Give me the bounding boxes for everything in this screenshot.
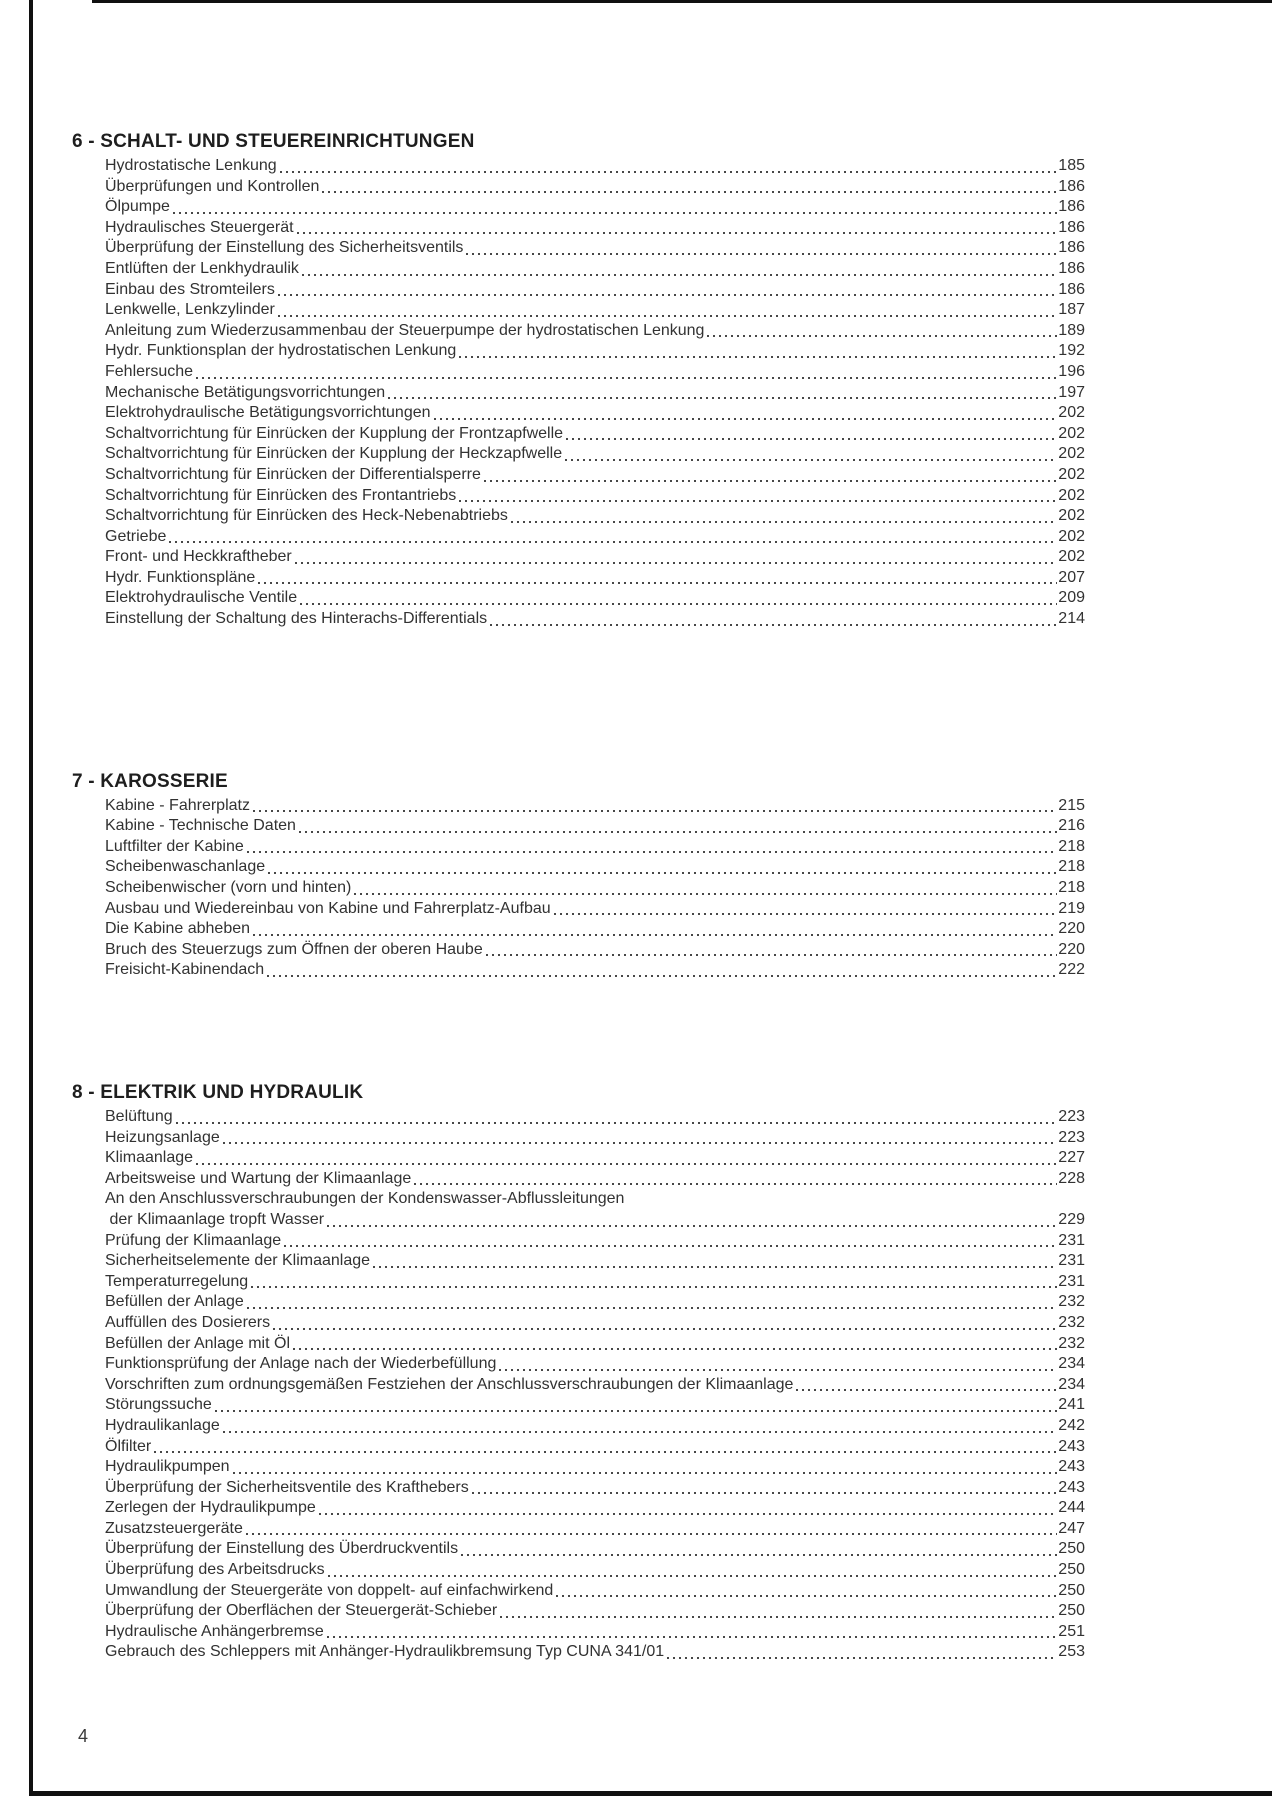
dot-leader [273,1328,1057,1330]
toc-entry-label: Belüftung [105,1108,173,1125]
toc-entry [105,527,1085,548]
toc-entry-page: 202 [1058,404,1085,422]
toc-entry-page: 202 [1058,424,1085,442]
toc-entry [105,1478,1085,1499]
dot-leader [327,1636,1058,1638]
toc-entry-label: Freisicht-Kabinendach [105,961,265,979]
dot-leader [293,1348,1057,1350]
toc-entry [105,1642,1085,1663]
dot-leader [461,1554,1057,1556]
toc-entry [105,1107,1085,1128]
toc-entry-label: Lenkwelle, Lenkzylinder [105,301,275,319]
toc-entry-page: 186 [1058,259,1085,277]
toc-entry [105,383,1085,404]
dot-leader [176,1122,1058,1124]
toc-entry-label: Hydraulikanlage [105,1416,220,1434]
section-heading: 7 - KAROSSERIE [72,770,228,792]
dot-leader [246,1533,1057,1535]
toc-entry-label: Fehlersuche [105,362,194,380]
dot-leader [251,1286,1057,1288]
toc-entry-page: 209 [1058,589,1085,607]
toc-entry-page: 232 [1058,1313,1085,1331]
dot-leader [253,934,1057,936]
toc-entry-label: Mechanische Betätigungsvorrichtungen [105,383,386,401]
toc-entry [105,857,1085,878]
dot-leader [295,562,1058,564]
dot-leader [484,480,1057,482]
toc-entry-label: Zusatzsteuergeräte [105,1519,243,1537]
toc-entry-page: 227 [1058,1149,1085,1167]
toc-entry-label: Schaltvorrichtung für Einrücken des Heck-Nebenabtriebs [105,507,508,525]
toc-entry-page: 202 [1058,548,1085,566]
toc-entry-label: Anleitung zum Wiederzusammenbau der Steuerpumpe der hydrostatischen Lenkung [105,321,705,339]
toc-section [72,770,1085,981]
dot-leader [215,1410,1058,1412]
toc-entry-label: Kabine - Technische Daten [105,817,296,835]
toc-entry-page: 186 [1058,218,1085,236]
toc-entry [105,1169,1085,1190]
toc-entries [72,1107,1085,1663]
dot-leader [173,212,1057,214]
dot-leader [373,1266,1057,1268]
toc-entry-label: Elektrohydraulische Ventile [105,589,298,607]
toc-entry-page: 243 [1058,1437,1085,1455]
dot-leader [278,315,1057,317]
dot-leader [196,377,1057,379]
toc-entry-label: Elektrohydraulische Betätigungsvorrichtungen [105,404,431,422]
toc-entry-label: Ausbau und Wiedereinbau von Kabine und Fahrerplatz-Aufbau [105,899,551,917]
toc-entry-wrap-line [105,1189,1085,1210]
toc-entry-label: Überprüfung der Einstellung des Sicherheitsventils [105,239,464,257]
toc-entry [105,506,1085,527]
dot-leader [169,541,1057,543]
toc-entry-page: 250 [1058,1540,1085,1558]
toc-entry [105,444,1085,465]
toc-entry-label: Überprüfung des Arbeitsdrucks [105,1561,325,1579]
toc-entry-label: Bruch des Steuerzugs zum Öffnen der oberen Haube [105,940,483,958]
dot-leader [297,232,1058,234]
toc-entry [105,403,1085,424]
toc-entry [105,1354,1085,1375]
toc-entry-label: der Klimaanlage tropft Wasser [105,1210,325,1228]
dot-leader [280,171,1058,173]
toc-entry-page: 247 [1058,1519,1085,1537]
toc-entry [105,609,1085,630]
toc-entry-page: 232 [1058,1334,1085,1352]
toc-entry-page: 196 [1058,362,1085,380]
toc-entry-page: 218 [1058,858,1085,876]
toc-entry-label: Entlüften der Lenkhydraulik [105,259,299,277]
dot-leader [500,1616,1057,1618]
toc-entry [105,1498,1085,1519]
dot-leader [247,851,1058,853]
toc-entry-page: 187 [1058,301,1085,319]
toc-entry-page: 214 [1058,610,1085,628]
dot-leader [302,274,1057,276]
toc-entry-label: Störungssuche [105,1396,212,1414]
toc-entry-page: 197 [1058,383,1085,401]
toc-entry [105,300,1085,321]
toc-entry [105,486,1085,507]
toc-entry-label: Heizungsanlage [105,1128,220,1146]
dot-leader [466,253,1057,255]
toc-entry [105,1292,1085,1313]
toc-entry [105,1148,1085,1169]
toc-entry-label: Vorschriften zum ordnungsgemäßen Festziehen der Anschlussverschraubungen der Klimaanlage [105,1375,794,1393]
dot-leader [566,438,1057,440]
dot-leader [434,418,1058,420]
toc-entry [105,280,1085,301]
toc-entry-page: 186 [1058,177,1085,195]
toc-entry-label: Befüllen der Anlage [105,1293,244,1311]
toc-entry [105,1251,1085,1272]
toc-entry-label: Hydraulisches Steuergerät [105,218,294,236]
toc-entry-label: Scheibenwischer (vorn und hinten) [105,879,352,897]
toc-entry-label: Schaltvorrichtung für Einrücken der Kupplung der Heckzapfwelle [105,445,563,463]
toc-entry [105,568,1085,589]
toc-entry-page: 192 [1058,342,1085,360]
toc-entry-label: Umwandlung der Steuergeräte von doppelt- auf einfachwirkend [105,1581,554,1599]
toc-entry-page: 232 [1058,1293,1085,1311]
toc-entry-page: 250 [1058,1602,1085,1620]
dot-leader [490,624,1057,626]
dot-leader [154,1451,1057,1453]
toc-entry-label: Überprüfung der Sicherheitsventile des Krafthebers [105,1478,469,1496]
dot-leader [327,1225,1057,1227]
toc-entry-label: Prüfung der Klimaanlage [105,1231,282,1249]
toc-entry-label: An den Anschlussverschraubungen der Kondenswasser-Abflussleitungen [105,1190,625,1208]
toc-entry-page: 251 [1058,1622,1085,1640]
section-heading: 6 - SCHALT- UND STEUEREINRICHTUNGEN [72,131,475,152]
toc-entry [105,1416,1085,1437]
dot-leader [322,191,1057,193]
toc-entry-page: 231 [1058,1252,1085,1270]
toc-entry-page: 207 [1058,568,1085,586]
dot-leader [414,1183,1057,1185]
toc-entry [105,424,1085,445]
dot-leader [511,521,1057,523]
toc-entry-label: Schaltvorrichtung für Einrücken der Differentialsperre [105,465,481,483]
toc-entry-page: 234 [1058,1375,1085,1393]
toc-entry-page: 243 [1058,1478,1085,1496]
toc-entries [72,156,1085,630]
dot-leader [328,1575,1058,1577]
dot-leader [223,1142,1058,1144]
toc-entry [105,259,1085,280]
toc-entry-page: 229 [1058,1210,1085,1228]
dot-leader [268,872,1057,874]
toc-entry-label: Kabine - Fahrerplatz [105,796,250,814]
toc-entry [105,1581,1085,1602]
dot-leader [299,831,1057,833]
toc-entry-page: 189 [1058,321,1085,339]
toc-entry-label: Klimaanlage [105,1149,194,1167]
toc-entry-page: 243 [1058,1458,1085,1476]
toc-entry [105,1313,1085,1334]
toc-entry [105,919,1085,940]
toc-entry-label: Überprüfung der Oberflächen der Steuergerät-Schieber [105,1602,498,1620]
toc-entry [105,1622,1085,1643]
toc-entry-page: 220 [1058,940,1085,958]
toc-entry-label: Temperaturregelung [105,1272,249,1290]
toc-entry-label: Gebrauch des Schleppers mit Anhänger-Hydraulikbremsung Typ CUNA 341/01 [105,1643,665,1661]
dot-leader [354,893,1057,895]
toc-entry [105,218,1085,239]
toc-entry [105,1519,1085,1540]
toc-entry-label: Schaltvorrichtung für Einrücken des Frontantriebs [105,486,457,504]
toc-entry-label: Ölpumpe [105,198,170,216]
toc-entry-page: 241 [1058,1396,1085,1414]
toc-entry [105,588,1085,609]
toc-entry-label: Einstellung der Schaltung des Hinterachs-Differentials [105,610,488,628]
dot-leader [258,582,1057,584]
toc-entry [105,1437,1085,1458]
toc-entry-label: Überprüfung der Einstellung des Überdruckventils [105,1540,459,1558]
dot-leader [667,1657,1057,1659]
toc-entry-page: 202 [1058,445,1085,463]
toc-entry [105,238,1085,259]
dot-leader [233,1472,1058,1474]
dot-leader [459,500,1057,502]
toc-entry-label: Schaltvorrichtung für Einrücken der Kupplung der Frontzapfwelle [105,424,564,442]
toc-entry [105,796,1085,817]
section-heading: 8 - ELEKTRIK UND HYDRAULIK [72,1082,364,1103]
toc-entry [105,899,1085,920]
dot-leader [459,356,1057,358]
toc-entry-label: Luftfilter der Kabine [105,837,244,855]
toc-entry-page: 202 [1058,486,1085,504]
toc-entry [105,960,1085,981]
toc-entry [105,197,1085,218]
toc-entry-label: Hydr. Funktionsplan der hydrostatischen Lenkung [105,342,457,360]
toc-entry [105,177,1085,198]
toc-entry-page: 228 [1058,1169,1085,1187]
toc-entry [105,1231,1085,1252]
dot-leader [499,1369,1057,1371]
dot-leader [253,810,1057,812]
toc-entry [105,1210,1085,1231]
dot-leader [300,603,1057,605]
toc-entry-page: 186 [1058,280,1085,298]
toc-entry [105,341,1085,362]
toc-entry [105,1272,1085,1293]
toc-entry-label: Front- und Heckkraftheber [105,548,292,566]
dot-leader [196,1163,1057,1165]
toc-entry [105,1334,1085,1355]
toc-entry-page: 244 [1058,1499,1085,1517]
toc-entry-page: 231 [1058,1272,1085,1290]
toc-entry [105,362,1085,383]
toc-entry-page: 253 [1058,1643,1085,1661]
dot-leader [565,459,1057,461]
toc-entry [105,321,1085,342]
toc-entry-label: Hydraulikpumpen [105,1458,230,1476]
dot-leader [278,294,1057,296]
toc-entry-page: 231 [1058,1231,1085,1249]
toc-entry-label: Scheibenwaschanlage [105,858,266,876]
toc-entry-page: 234 [1058,1355,1085,1373]
toc-entry-page: 186 [1058,239,1085,257]
toc-entry-page: 250 [1058,1581,1085,1599]
toc-entry-page: 218 [1058,837,1085,855]
toc-entry [105,940,1085,961]
toc-section [72,1081,1085,1663]
dot-leader [554,913,1058,915]
toc-entry-label: Sicherheitselemente der Klimaanlage [105,1252,371,1270]
toc-entry-page: 223 [1058,1108,1085,1125]
toc-entry-label: Hydr. Funktionspläne [105,568,256,586]
dot-leader [247,1307,1058,1309]
toc-entry-page: 202 [1058,507,1085,525]
toc-entry-label: Arbeitsweise und Wartung der Klimaanlage [105,1169,412,1187]
toc-entry [105,837,1085,858]
toc-entry-page: 250 [1058,1561,1085,1579]
dot-leader [388,397,1057,399]
toc-entry-page: 218 [1058,879,1085,897]
dot-leader [267,975,1057,977]
toc-entry [105,1560,1085,1581]
toc-entry-page: 202 [1058,465,1085,483]
toc-entry [105,1128,1085,1149]
toc-entry-page: 215 [1058,796,1085,814]
toc-entry-label: Zerlegen der Hydraulikpumpe [105,1499,316,1517]
toc-entry [105,1601,1085,1622]
dot-leader [223,1431,1058,1433]
toc-entry [105,1375,1085,1396]
scan-edge-bottom [29,1791,1272,1796]
toc-entry-label: Einbau des Stromteilers [105,280,275,298]
toc-entry-label: Die Kabine abheben [105,920,251,938]
toc-entry [105,547,1085,568]
toc-entry-page: 222 [1058,961,1085,979]
toc-entry-label: Ölfilter [105,1437,152,1455]
toc-entry [105,156,1085,177]
toc-entry [105,1457,1085,1478]
toc-entry-label: Überprüfungen und Kontrollen [105,177,320,195]
dot-leader [556,1595,1057,1597]
toc-entry-page: 219 [1058,899,1085,917]
toc-entry-page: 202 [1058,527,1085,545]
toc-entry-label: Funktionsprüfung der Anlage nach der Wiederbefüllung [105,1355,497,1373]
dot-leader [472,1492,1058,1494]
toc-entry-label: Befüllen der Anlage mit Öl [105,1334,290,1352]
toc-entry [105,1395,1085,1416]
dot-leader [284,1245,1057,1247]
toc-entry [105,465,1085,486]
toc-entry-label: Hydraulische Anhängerbremse [105,1622,324,1640]
toc-entry-label: Auffüllen des Dosierers [105,1313,271,1331]
toc-entry [105,816,1085,837]
toc-entry-label: Hydrostatische Lenkung [105,157,277,174]
toc-entry [105,1539,1085,1560]
dot-leader [796,1389,1057,1391]
dot-leader [707,335,1057,337]
toc-entry-page: 223 [1058,1128,1085,1146]
toc-section [72,130,1085,630]
toc-entry-label: Getriebe [105,527,167,545]
dot-leader [319,1513,1058,1515]
toc-entry-page: 220 [1058,920,1085,938]
page-number: 4 [78,1726,89,1746]
toc-entry [105,878,1085,899]
dot-leader [486,954,1058,956]
toc-entry-page: 242 [1058,1416,1085,1434]
toc-entry-page: 185 [1058,157,1085,174]
toc-entry-page: 186 [1058,198,1085,216]
toc-entries [72,796,1085,981]
toc-entry-page: 216 [1058,817,1085,835]
